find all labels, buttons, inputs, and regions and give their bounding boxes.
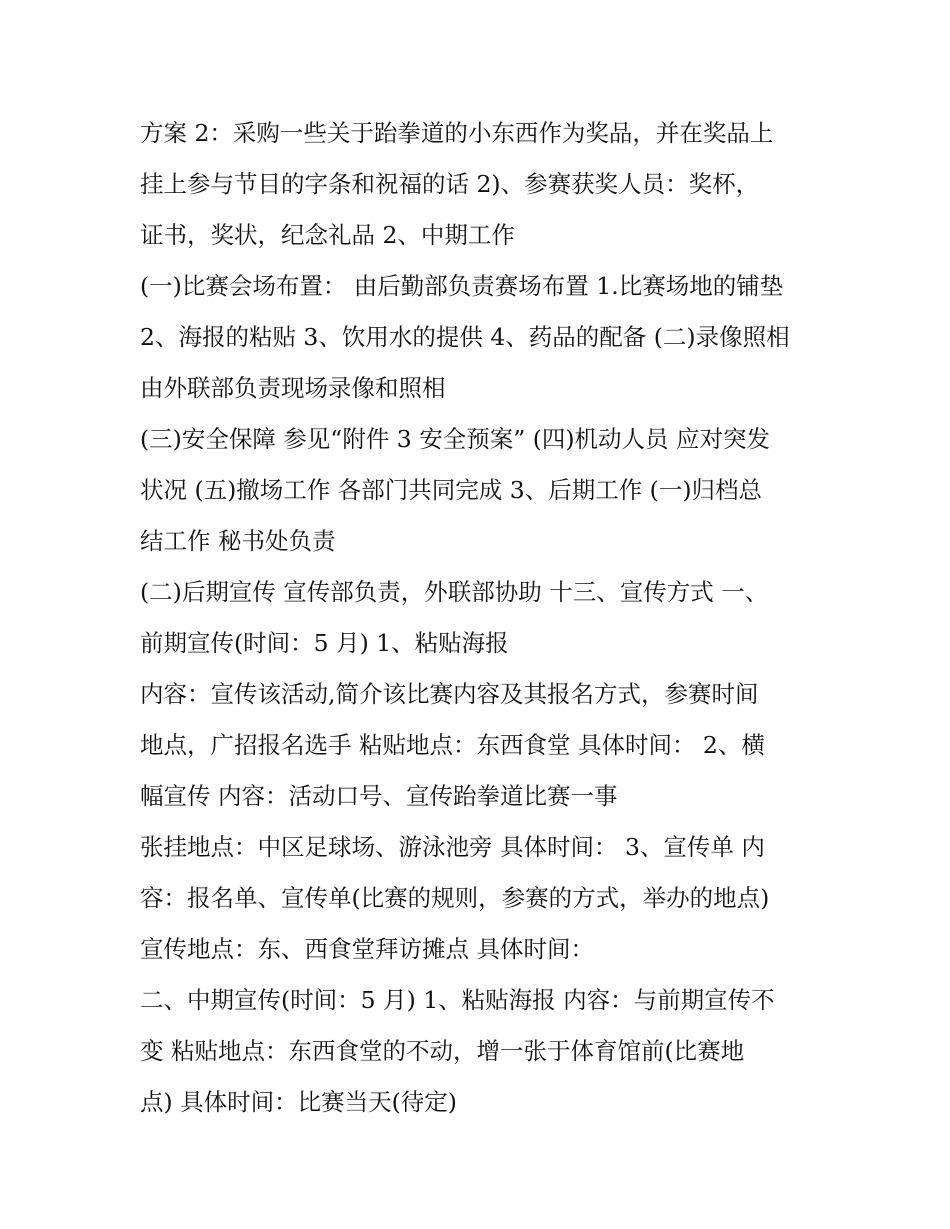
paragraph-banner-location [140, 822, 820, 975]
text-line: 变 粘贴地点：东西食堂的不动，增一张于体育馆前(比赛地 [140, 1037, 745, 1065]
text-line: 证书，奖状，纪念礼品 2、中期工作 [140, 221, 515, 249]
text-line: (二)后期宣传 宣传部负责，外联部协助 十三、宣传方式 一、 [140, 578, 769, 606]
text-line: 幅宣传 内容：活动口号、宣传跆拳道比赛一事 [140, 782, 618, 810]
text-line: 结工作 秘书处负责 [140, 527, 336, 555]
text-line: 内容：宣传该活动,简介该比赛内容及其报名方式，参赛时间 [140, 680, 759, 708]
text-line: 挂上参与节目的字条和祝福的话 2)、参赛获奖人员：奖杯， [140, 170, 760, 198]
text-line: 容：报名单、宣传单(比赛的规则，参赛的方式，举办的地点) [140, 884, 770, 912]
paragraph-publicity [140, 567, 820, 669]
text-line: 张挂地点：中区足球场、游泳池旁 具体时间： 3、宣传单 内 [140, 833, 765, 861]
text-line: 地点，广招报名选手 粘贴地点：东西食堂 具体时间： 2、横 [140, 731, 765, 759]
text-line: 点) 具体时间：比赛当天(待定) [140, 1088, 457, 1116]
text-line: 方案 2：采购一些关于跆拳道的小东西作为奖品，并在奖品上 [140, 119, 774, 147]
paragraph-poster-content [140, 669, 820, 822]
text-line: 2、海报的粘贴 3、饮用水的提供 4、药品的配备 (二)录像照相 [140, 323, 790, 351]
paragraph-safety [140, 414, 820, 567]
text-line: 前期宣传(时间：5 月) 1、粘贴海报 [140, 629, 509, 657]
text-line: (三)安全保障 参见“附件 3 安全预案” (四)机动人员 应对突发 [140, 425, 771, 453]
text-line: 状况 (五)撤场工作 各部门共同完成 3、后期工作 (一)归档总 [140, 476, 763, 504]
text-line: 宣传地点：东、西食堂拜访摊点 具体时间： [140, 935, 594, 963]
document-body [140, 108, 820, 1128]
paragraph-venue-setup [140, 261, 820, 414]
paragraph-prize-plan [140, 108, 820, 261]
text-line: 二、中期宣传(时间：5 月) 1、粘贴海报 内容：与前期宣传不 [140, 986, 775, 1014]
text-line: 由外联部负责现场录像和照相 [140, 374, 446, 402]
paragraph-mid-publicity [140, 975, 820, 1128]
text-line: (一)比赛会场布置： 由后勤部负责赛场布置 1.比赛场地的铺垫 [140, 272, 784, 300]
